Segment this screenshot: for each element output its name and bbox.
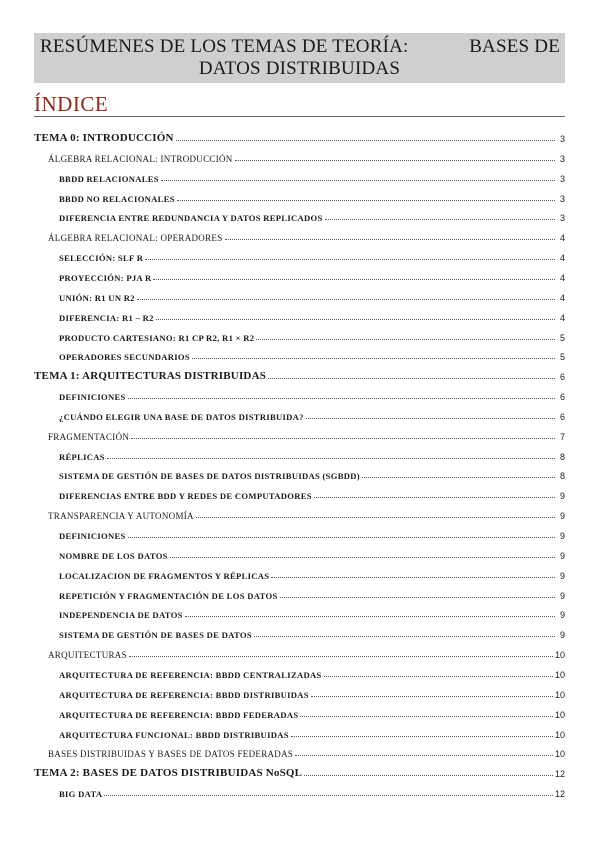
- toc-entry-title: DEFINICIONES: [59, 392, 126, 402]
- toc-entry-title: OPERADORES SECUNDARIOS: [59, 352, 190, 362]
- toc-entry-title: TEMA 1: ARQUITECTURAS DISTRIBUIDAS: [34, 370, 267, 382]
- toc-entry-page: 9: [559, 491, 565, 501]
- toc-entry[interactable]: [0, 446, 565, 462]
- toc-entry-title: PROYECCIÓN: PJA R: [59, 273, 152, 283]
- toc-entry-page: 6: [559, 372, 565, 382]
- toc-entry-title: ARQUITECTURA DE REFERENCIA: BBDD DISTRIBUIDAS: [59, 690, 309, 700]
- toc-entry-title: INDEPENDENCIA DE DATOS: [59, 610, 183, 620]
- toc-entry-title: BBDD RELACIONALES: [59, 174, 159, 184]
- toc-dot-leader: [304, 775, 553, 776]
- toc-entry-page: 9: [559, 531, 565, 541]
- toc-entry[interactable]: [0, 346, 565, 362]
- toc-entry[interactable]: [0, 406, 565, 422]
- toc-dot-leader: [104, 795, 553, 796]
- toc-dot-leader: [129, 656, 553, 657]
- toc-entry[interactable]: [0, 267, 565, 283]
- toc-entry[interactable]: [0, 366, 565, 382]
- toc-entry-title: RÉPLICAS: [59, 452, 105, 462]
- toc-entry-title: SISTEMA DE GESTIÓN DE BASES DE DATOS: [59, 630, 252, 640]
- toc-entry[interactable]: [0, 783, 565, 799]
- toc-entry-page: 12: [554, 769, 565, 779]
- toc-dot-leader: [362, 477, 555, 478]
- toc-dot-leader: [145, 259, 555, 260]
- toc-entry-title: SISTEMA DE GESTIÓN DE BASES DE DATOS DISTRIBUIDAS (SGBDD): [59, 471, 360, 481]
- toc-dot-leader: [128, 398, 555, 399]
- toc-entry-page: 3: [559, 213, 565, 223]
- toc-dot-leader: [280, 597, 555, 598]
- toc-entry-page: 4: [559, 253, 565, 263]
- toc-entry[interactable]: [0, 307, 565, 323]
- toc-dot-leader: [185, 616, 555, 617]
- toc-entry[interactable]: [0, 148, 565, 164]
- toc-dot-leader: [131, 438, 555, 439]
- toc-entry-title: UNIÓN: R1 UN R2: [59, 293, 135, 303]
- toc-entry-title: ÁLGEBRA RELACIONAL: OPERADORES: [48, 233, 223, 243]
- toc-dot-leader: [271, 577, 555, 578]
- toc-dot-leader: [235, 160, 555, 161]
- toc-entry[interactable]: [0, 128, 565, 144]
- toc-entry-title: ARQUITECTURA FUNCIONAL: BBDD DISTRIBUIDAS: [59, 730, 289, 740]
- toc-dot-leader: [196, 517, 555, 518]
- toc-entry-page: 9: [559, 630, 565, 640]
- toc-entry-page: 3: [559, 174, 565, 184]
- toc-dot-leader: [177, 200, 555, 201]
- toc-entry-page: 4: [559, 293, 565, 303]
- toc-dot-leader: [291, 736, 553, 737]
- toc-entry[interactable]: [0, 386, 565, 402]
- index-divider: [34, 116, 565, 117]
- toc-entry[interactable]: [0, 624, 565, 640]
- toc-entry-title: SELECCIÓN: SLF R: [59, 253, 144, 263]
- toc-entry-page: 4: [559, 313, 565, 323]
- toc-entry-title: BASES DISTRIBUIDAS Y BASES DE DATOS FEDERADAS: [48, 749, 294, 759]
- toc-entry-title: ¿CUÁNDO ELEGIR UNA BASE DE DATOS DISTRIBUIDA?: [59, 412, 304, 422]
- toc-dot-leader: [192, 358, 555, 359]
- toc-dot-leader: [107, 458, 555, 459]
- toc-entry-page: 9: [559, 610, 565, 620]
- toc-entry[interactable]: [0, 644, 565, 660]
- toc-entry-title: FRAGMENTACIÓN: [48, 432, 130, 442]
- toc-entry[interactable]: [0, 684, 565, 700]
- toc-entry-page: 10: [554, 670, 565, 680]
- toc-dot-leader: [314, 497, 555, 498]
- toc-entry[interactable]: [0, 465, 565, 481]
- toc-entry-page: 3: [559, 134, 565, 144]
- toc-entry-page: 5: [559, 333, 565, 343]
- toc-entry[interactable]: [0, 743, 565, 759]
- toc-entry-page: 10: [554, 749, 565, 759]
- title-line-1: [40, 36, 560, 58]
- toc-dot-leader: [137, 299, 555, 300]
- toc-dot-leader: [256, 339, 555, 340]
- toc-dot-leader: [311, 696, 553, 697]
- toc-entry-page: 10: [554, 730, 565, 740]
- toc-entry-page: 9: [559, 571, 565, 581]
- toc-entry[interactable]: [0, 168, 565, 184]
- toc-entry[interactable]: [0, 287, 565, 303]
- toc-entry-title: ARQUITECTURA DE REFERENCIA: BBDD FEDERADAS: [59, 710, 299, 720]
- title-line-1-left: RESÚMENES DE LOS TEMAS DE TEORÍA:: [40, 36, 409, 57]
- title-line-1-right: BASES DE: [469, 36, 560, 57]
- document-title: [34, 33, 565, 83]
- toc-entry-title: ARQUITECTURA DE REFERENCIA: BBDD CENTRALIZADAS: [59, 670, 322, 680]
- toc-dot-leader: [153, 279, 555, 280]
- toc-entry[interactable]: [0, 565, 565, 581]
- toc-entry[interactable]: [0, 207, 565, 223]
- toc-entry-page: 9: [559, 591, 565, 601]
- toc-entry[interactable]: [0, 724, 565, 740]
- title-line-2: DATOS DISTRIBUIDAS: [198, 58, 401, 79]
- toc-entry[interactable]: [0, 763, 565, 779]
- toc-entry-page: 6: [559, 392, 565, 402]
- toc-dot-leader: [254, 636, 555, 637]
- toc-entry[interactable]: [0, 525, 565, 541]
- toc-entry[interactable]: [0, 327, 565, 343]
- toc-entry-page: 3: [559, 194, 565, 204]
- toc-entry-title: LOCALIZACION DE FRAGMENTOS Y RÉPLICAS: [59, 571, 270, 581]
- toc-entry-page: 10: [554, 710, 565, 720]
- toc-dot-leader: [156, 319, 555, 320]
- toc-dot-leader: [325, 219, 555, 220]
- toc-dot-leader: [161, 180, 555, 181]
- toc-dot-leader: [225, 239, 555, 240]
- toc-entry-page: 9: [559, 551, 565, 561]
- toc-entry-title: REPETICIÓN Y FRAGMENTACIÓN DE LOS DATOS: [59, 591, 278, 601]
- toc-dot-leader: [176, 140, 555, 141]
- toc-dot-leader: [128, 537, 555, 538]
- toc-entry-page: 10: [554, 650, 565, 660]
- toc-entry-title: TRANSPARENCIA Y AUTONOMÍA: [48, 511, 194, 521]
- toc-entry-title: DIFERENCIAS ENTRE BDD Y REDES DE COMPUTADORES: [59, 491, 312, 501]
- toc-entry-title: DIFERENCIA: R1 – R2: [59, 313, 154, 323]
- toc-entry-page: 8: [559, 452, 565, 462]
- toc-entry[interactable]: [0, 545, 565, 561]
- toc-entry-title: BIG DATA: [59, 789, 103, 799]
- toc-dot-leader: [306, 418, 555, 419]
- toc-entry-page: 3: [559, 154, 565, 164]
- toc-entry-title: NOMBRE DE LOS DATOS: [59, 551, 168, 561]
- toc-dot-leader: [170, 557, 555, 558]
- toc-entry-title: PRODUCTO CARTESIANO: R1 CP R2, R1 × R2: [59, 333, 255, 343]
- toc-entry-page: 4: [559, 233, 565, 243]
- toc-entry[interactable]: [0, 585, 565, 601]
- toc-entry-page: 8: [559, 471, 565, 481]
- toc-entry-page: 6: [559, 412, 565, 422]
- toc-entry-title: ARQUITECTURAS: [48, 650, 127, 660]
- toc-entry-title: TEMA 2: BASES DE DATOS DISTRIBUIDAS NoSQL: [34, 767, 303, 779]
- toc-entry[interactable]: [0, 704, 565, 720]
- toc-entry-page: 5: [559, 352, 565, 362]
- toc-entry-title: DIFERENCIA ENTRE REDUNDANCIA Y DATOS REPLICADOS: [59, 213, 323, 223]
- toc-entry[interactable]: [0, 505, 565, 521]
- toc-entry-title: ÁLGEBRA RELACIONAL: INTRODUCCIÓN: [48, 154, 233, 164]
- toc-entry[interactable]: [0, 227, 565, 243]
- toc-entry[interactable]: [0, 485, 565, 501]
- toc-entry-page: 4: [559, 273, 565, 283]
- toc-entry[interactable]: [0, 604, 565, 620]
- toc-entry[interactable]: [0, 188, 565, 204]
- toc-entry-title: DEFINICIONES: [59, 531, 126, 541]
- toc-entry[interactable]: [0, 426, 565, 442]
- toc-dot-leader: [324, 676, 553, 677]
- toc-entry-page: 9: [559, 511, 565, 521]
- toc-dot-leader: [300, 716, 553, 717]
- toc-entry-page: 12: [554, 789, 565, 799]
- toc-dot-leader: [295, 755, 553, 756]
- toc-entry-title: TEMA 0: INTRODUCCIÓN: [34, 132, 174, 144]
- toc-entry-page: 7: [559, 432, 565, 442]
- toc-entry-page: 10: [554, 690, 565, 700]
- toc-dot-leader: [268, 378, 555, 379]
- index-heading: ÍNDICE: [34, 92, 109, 116]
- toc-entry[interactable]: [0, 664, 565, 680]
- toc-entry[interactable]: [0, 247, 565, 263]
- toc-entry-title: BBDD NO RELACIONALES: [59, 194, 175, 204]
